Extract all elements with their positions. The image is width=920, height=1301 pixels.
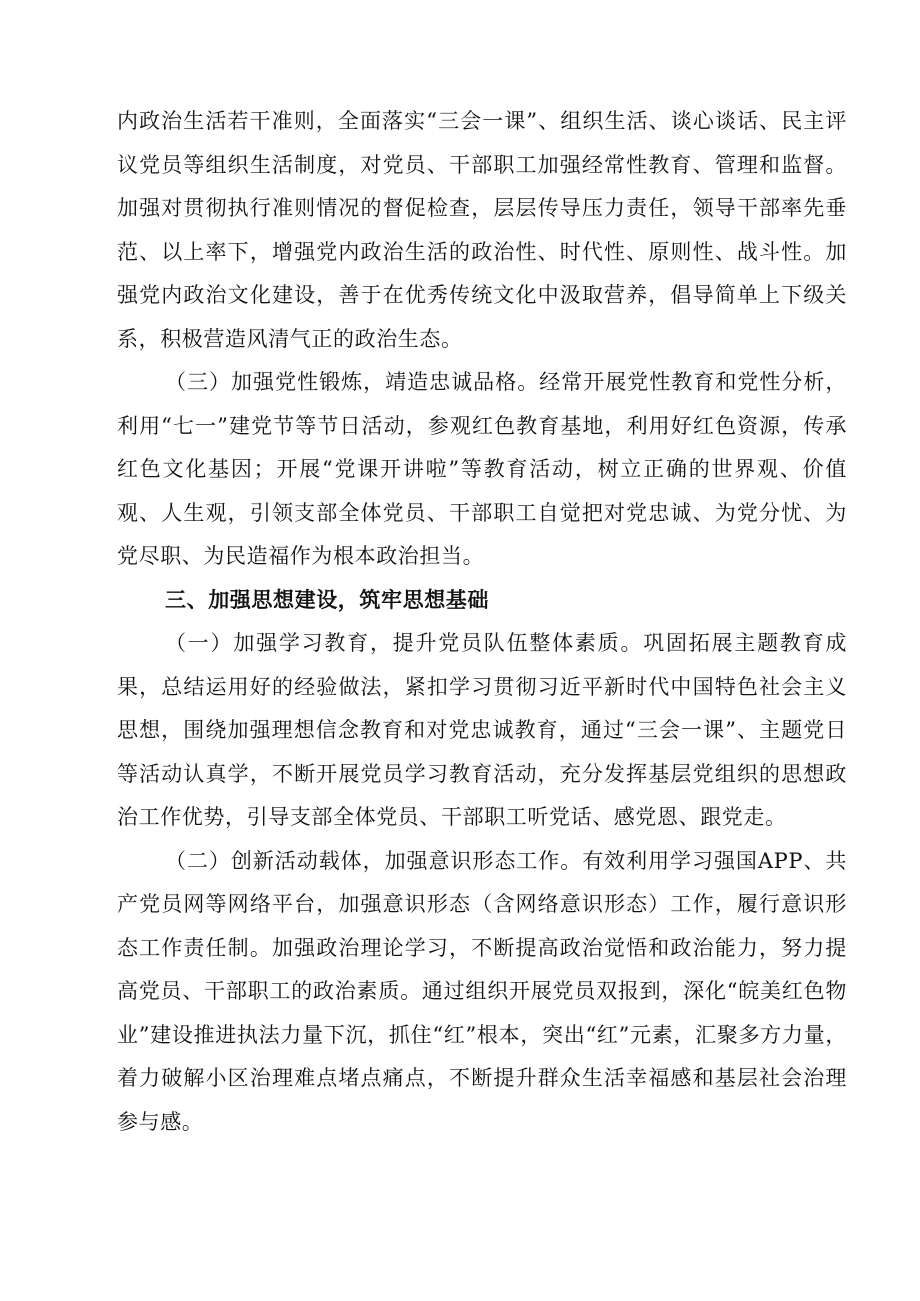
paragraph-ideology-work: （二）创新活动载体，加强意识形态工作。有效利用学习强国APP、共产党员网等网络平台，加强意识形态（含网络意识形态）工作，履行意识形态工作责任制。加强政治理论学习，不断提高政治觉悟和政治能力，努力提高党员、干部职工的政治素质。通过组织开展党员双报到，深化“皖美红色物业”建设推进执法力量下沉，抓住“红”根本，突出“红”元素，汇聚多方力量，着力破解小区治理难点堵点痛点，不断提升群众生活幸福感和基层社会治理参与感。 xyxy=(117,848,847,1134)
section-heading-ideological-building: 三、加强思想建设，筑牢思想基础 xyxy=(165,587,489,612)
paragraph-study-education: （一）加强学习教育，提升党员队伍整体素质。巩固拓展主题教育成果，总结运用好的经验做法，紧扣学习贯彻习近平新时代中国特色社会主义思想，围绕加强理想信念教育和对党忠诚教育，通过“三会一课”、主题党日等活动认真学，不断开展党员学习教育活动，充分发挥基层党组织的思想政治工作优势，引导支部全体党员、干部职工听党话、感党恩、跟党走。 xyxy=(117,631,847,829)
document-body xyxy=(117,100,847,1144)
paragraph-party-life-rules: 内政治生活若干准则，全面落实“三会一课”、组织生活、谈心谈话、民主评议党员等组织生活制度，对党员、干部职工加强经常性教育、管理和监督。加强对贯彻执行准则情况的督促检查，层层传导压力责任，领导干部率先垂范、以上率下，增强党内政治生活的政治性、时代性、原则性、战斗性。加强党内政治文化建设，善于在优秀传统文化中汲取营养，倡导简单上下级关系，积极营造风清气正的政治生态。 xyxy=(117,109,847,351)
paragraph-party-spirit-training: （三）加强党性锻炼，靖造忠诚品格。经常开展党性教育和党性分析，利用“七一”建党节等节日活动，参观红色教育基地，利用好红色资源，传承红色文化基因；开展“党课开讲啦”等教育活动，树立正确的世界观、价值观、人生观，引领支部全体党员、干部职工自觉把对党忠诚、为党分忧、为党尽职、为民造福作为根本政治担当。 xyxy=(117,370,847,568)
